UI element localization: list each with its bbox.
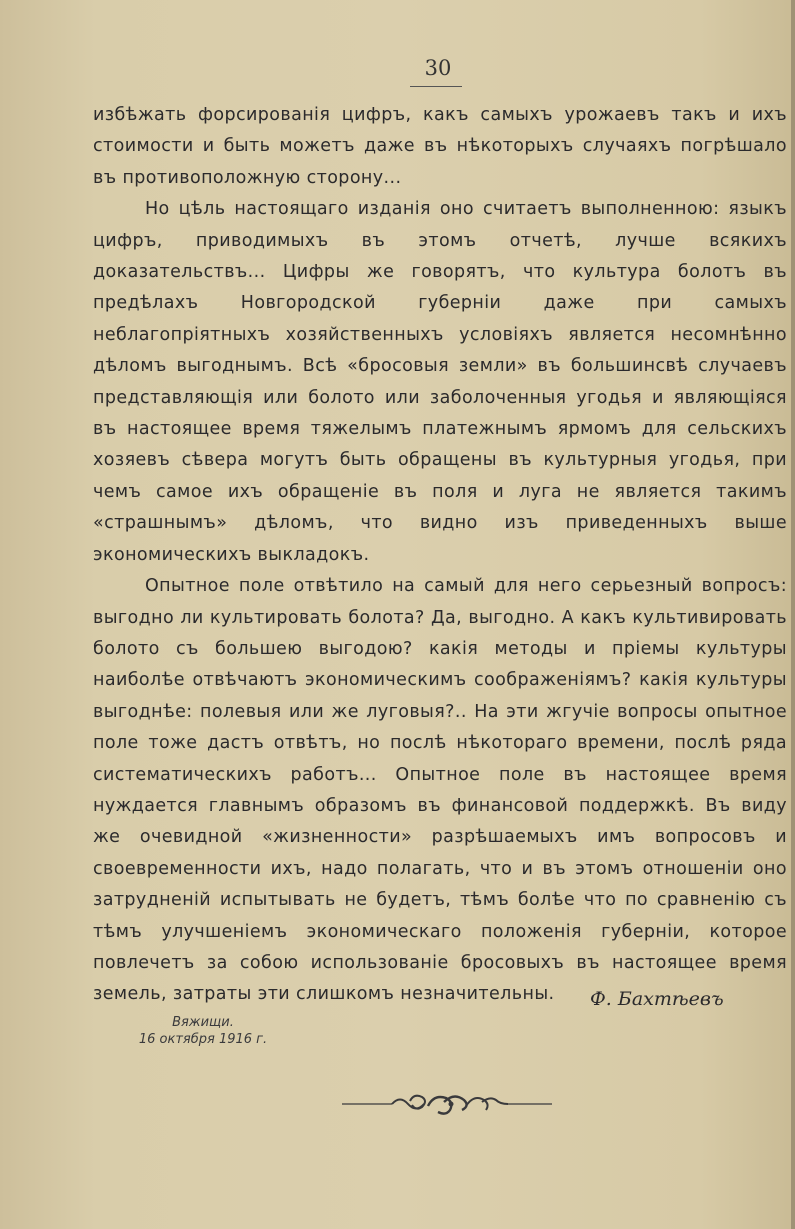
- page-edge: [791, 0, 795, 1229]
- place-date-block: [108, 1014, 298, 1048]
- paragraph-continuation: избѣжать форсированія цифръ, какъ самыхъ урожаевъ такъ и ихъ стоимости и быть можетъ даже въ нѣкоторыхъ случаяхъ погрѣшало въ противоположную сторону...: [93, 105, 787, 188]
- decorative-ornament-icon: [340, 1088, 560, 1118]
- place-name: Вяжищи.: [172, 1015, 234, 1030]
- page-number: 30: [424, 56, 452, 80]
- date-line: 16 октября 1916 г.: [138, 1032, 268, 1047]
- body-text: [93, 100, 787, 1011]
- paragraph-experimental-field: Опытное поле отвѣтило на самый для него серьезный вопросъ: выгодно ли культировать болота? Да, выгодно. А какъ культивировать болото съ большею выгодою? какія методы и пріемы культуры наиболѣе отвѣчаютъ экономическимъ соображеніямъ? какія культуры выгоднѣе: полевыя или же луговыя?.. На эти жгучіе вопросы опытное поле тоже дастъ отвѣтъ, но послѣ нѣкотораго времени, послѣ ряда систематическихъ работъ... Опытное поле въ настоящее время нуждается главнымъ образомъ въ финансовой поддержкѣ. Въ виду же очевидной «жизненности» разрѣшаемыхъ имъ вопросовъ и своевременности ихъ, надо полагать, что и въ этомъ отношеніи оно затрудненій испытывать не будетъ, тѣмъ болѣе что по сравненію съ тѣмъ улучшеніемъ экономическаго положенія губерніи, которое повлечетъ за собою использованіе бросовыхъ въ настоящее время земель, затраты эти слишкомъ незначительны.: [93, 576, 787, 1005]
- page-number-rule: [410, 86, 462, 87]
- author-signature: Ф. Бахтѣевъ: [590, 988, 724, 1010]
- paragraph-purpose: Но цѣль настоящаго изданія оно считаетъ выполненною: языкъ цифръ, приводимыхъ въ этомъ отчетѣ, лучше всякихъ доказательствъ... Цифры же говорятъ, что культура болотъ въ предѣлахъ Новгородской губерніи даже при самыхъ неблагопріятныхъ хозяйственныхъ условіяхъ является несомнѣнно дѣломъ выгоднымъ. Всѣ «бросовыя земли» въ большинсвѣ случаевъ представляющія или болото или заболоченныя угодья и являющіяся въ настоящее время тяжелымъ платежнымъ ярмомъ для сельскихъ хозяевъ сѣвера могутъ быть обращены въ культурныя угодья, при чемъ самое ихъ обращеніе въ поля и луга не является такимъ «страшнымъ» дѣломъ, что видно изъ приведенныхъ выше экономическихъ выкладокъ.: [93, 199, 787, 565]
